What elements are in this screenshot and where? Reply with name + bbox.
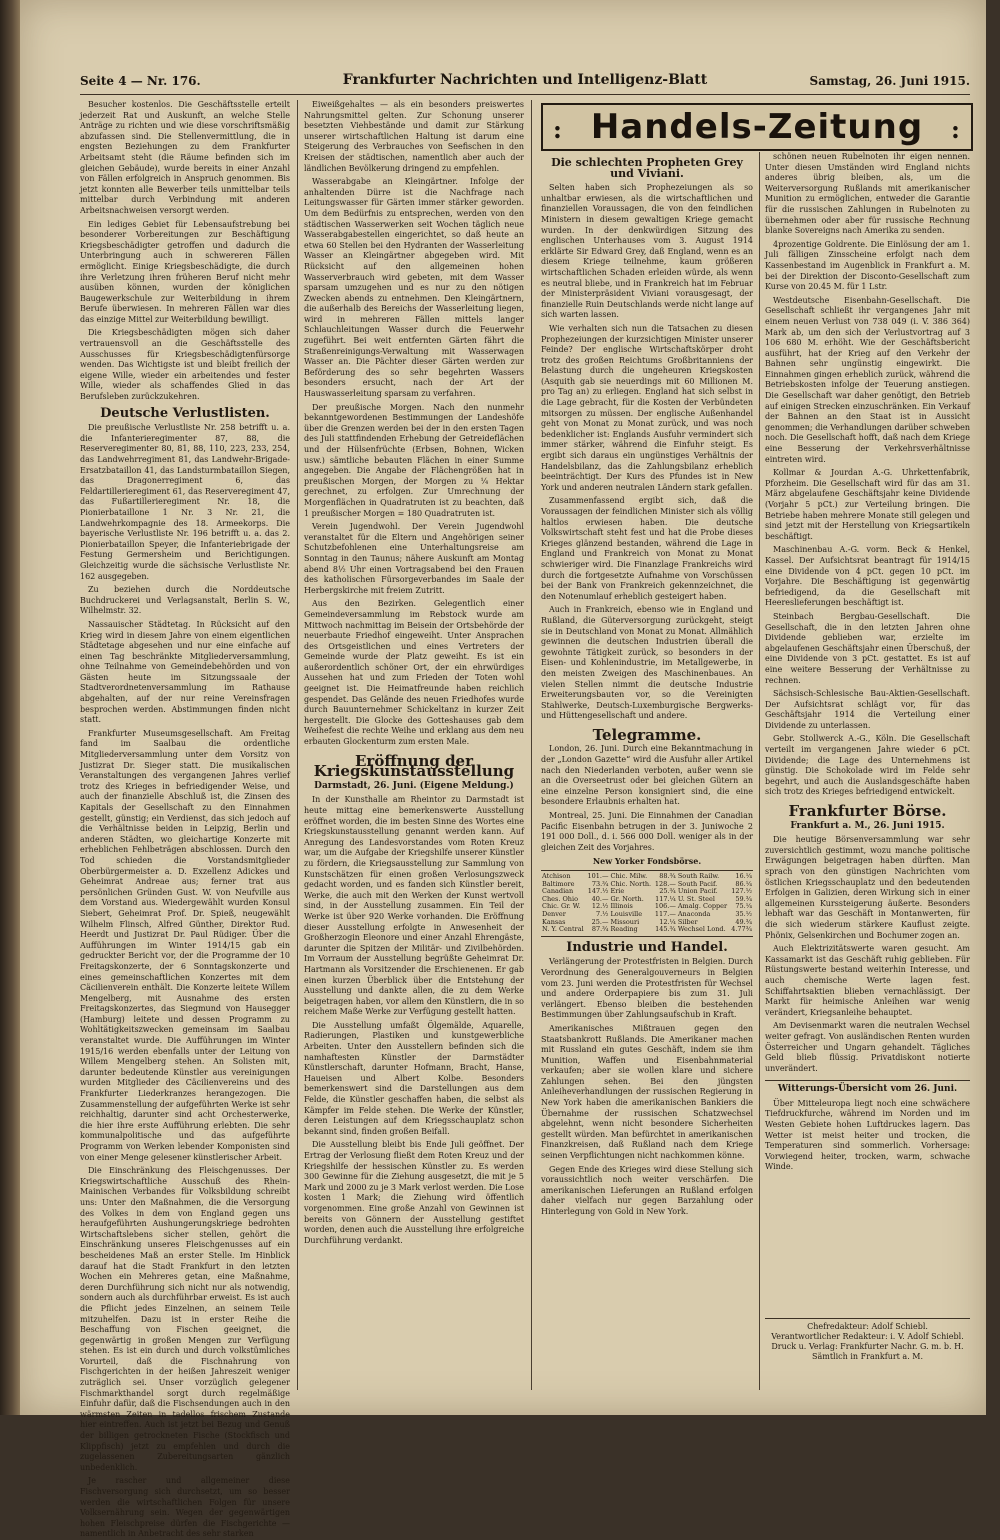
section-title-verlustlisten: Deutsche Verlustlisten.: [100, 405, 270, 421]
newspaper-page: [20, 0, 986, 1539]
col4-s-2: Am Devisenmarkt waren die neutralen Wechsel weiter gefragt. Von ausländischen Renten wurden Österreicher und Ungarn gehandelt. Tägliches Geld blieb flüssig. Privatdiskont notierte unverändert.: [765, 1021, 970, 1073]
bourse-stock-name: Reading: [610, 925, 638, 934]
imprint: [765, 1318, 970, 1362]
dateline-frankfurt: Frankfurt a. M., 26. Juni 1915.: [790, 820, 945, 831]
imprint-line: Verantwortlicher Redakteur: i. V. Adolf Schiebl.: [771, 1332, 964, 1341]
handels-zeitung-masthead: [541, 103, 973, 151]
masthead-ornament-left: :: [553, 115, 562, 144]
col1-intro-0: Besucher kostenlos. Die Geschäftsstelle erteilt jederzeit Rat und Auskunft, an welche Stelle Anträge zu richten und wie diese vorschriftsmäßig abzufassen sind. Die Stellenvermittlung, die in engsten Beziehungen zu dem Frankfurter Arbeitsamt steht (die Räume befinden sich im gleichen Gebäude), wurde bereits in einer Anzahl von Fällen erfolgreich in Anspruch genommen. Bis jetzt konnten alle Bewerber teils unmittelbar teils mittelbar durch Verbindung mit anderen Arbeitsnachweisen versorgt werden.: [80, 100, 290, 215]
section-title-witterung: Witterungs-Übersicht vom 26. Juni.: [765, 1080, 970, 1095]
page-header: [80, 70, 970, 95]
bourse-stock-name: Amalg. Copper: [677, 902, 728, 911]
bourse-stock-name: Erie: [610, 887, 625, 896]
bourse-table-title: New Yorker Fondsbörse.: [592, 856, 702, 867]
bourse-stock-price: 4.77¾: [731, 925, 752, 934]
column-rule: [297, 100, 298, 1390]
col2-para-2: Der preußische Morgen. Nach den nunmehr bekanntgewordenen Bestimmungen der Landeshöfe über die Grenzen werden bei der in den ersten Tagen des Juli stattfindenden Erhebung der Getreideflächen und der Hülsenfrüchte (Erbsen, Bohnen, Wicken usw.) sämtliche bebauten Flächen in einer Summe angegeben. Die Angabe der Flächengrößen hat in preußischen Morgen, der Morgen zu ¼ Hektar gerechnet, zu erfolgen. Zur Umrechnung der Morgenflächen in Quadratruten ist zu beachten, daß 1 preußischer Morgen = 180 Quadratruten ist.: [304, 402, 524, 518]
bourse-stock-price: 117.¼: [655, 894, 676, 903]
column-1: [80, 100, 290, 1539]
column-3: [541, 152, 753, 1390]
bourse-stock-name: South Pacif.: [677, 879, 718, 888]
bourse-stock-name: Chic. Gr. W.: [542, 902, 581, 911]
col1-intro-2: Die Kriegsbeschädigten mögen sich daher vertrauensvoll an die Geschäftsstelle des Ausschusses für Kriegsbeschädigtenfürsorge wenden. Das Wichtigste ist und bleibt freilich der eigene Wille, wieder ein arbeitendes und fester Wille, wieder als schaffendes Glied in das Berufsleben zurückzukehren.: [80, 328, 290, 402]
col4-para-0: schönen neuen Rubelnoten ihr eigen nennen. Unter diesen Umständen wird England nichts anderes übrig bleiben, als, um die Weiterversorgung Rußlands mit amerikanischer Munition zu ermöglichen, entweder die Garantie für die russischen Zahlungen in Rubelnoten zu übernehmen oder aber für russische Rechnung blanke Sovereigns nach Amerika zu senden.: [765, 152, 970, 236]
bourse-stock-name: Atchison: [542, 872, 571, 880]
imprint-line: Sämtlich in Frankfurt a. M.: [811, 1352, 924, 1361]
section-title-propheten: Die schlechten Propheten Grey und Viviani.: [551, 156, 743, 180]
bourse-stock-price: 101.—: [587, 872, 609, 880]
bourse-stock-price: 73.¾: [591, 879, 609, 888]
bourse-stock-name: Ches. Ohio: [542, 894, 578, 903]
column-2: [304, 100, 524, 1390]
bourse-table: [541, 870, 753, 937]
bourse-stock-price: 25.¾: [659, 887, 676, 896]
bourse-stock-price: 127.½: [731, 887, 752, 896]
col4-para-2: Westdeutsche Eisenbahn-Gesellschaft. Die Gesellschaft schließt ihr vergangenes Jahr mit einem neuen Verlust von 738 049 (i. V. 386 364) Mark ab, um den sich der Verlustvortrag auf 3 106 680 M. erhöht. Wie der Geschäftsbericht ausführt, hat der Krieg auf den Verkehr der Bahnen sehr ungünstig eingewirkt. Die Einnahmen gingen erheblich zurück, während die Betriebskosten infolge der Teuerung anstiegen. Die Gesellschaft war daher genötigt, den Betrieb auf einigen Strecken einzuschränken. Ein Verkauf der Bahnen an den Staat ist in Aussicht genommen; die Verhandlungen darüber schweben noch. Die Gesellschaft hofft, daß nach dem Kriege eine Besserung der Verkehrsverhältnisse eintreten wird.: [765, 295, 970, 464]
col2-para-1: Wasserabgabe an Kleingärtner. Infolge der anhaltenden Dürre ist die Nachfrage nach Leitungswasser für Gärten immer stärker geworden. Um dem Bedürfnis zu entsprechen, werden von den städtischen Wasserwerken seit Wochen täglich neue Wasserabgabestellen eingerichtet, so daß heute an etwa 60 Stellen bei den Hydranten der Wasserleitung Wasser an Kleingärtner abgegeben wird. Mit Rücksicht auf den allgemeinen hohen Wasserverbrauch wird gebeten, mit dem Wasser sparsam umzugehen und es nur zu den nötigen Zwecken abends zu entnehmen. Den Kleingärtnern, die außerhalb des Bereichs der Wasserleitung liegen, wird in mehreren Fällen mittels langer Schlauchleitungen Wasser durch die Feuerwehr zugeführt. Bei weit entfernten Gärten fährt die Straßenreinigungs-Verwaltung mit Wasserwagen Wasser an. Die Pächter dieser Gärten werden zur Beförderung des so sehr begehrten Wassers besonders ersucht, nach der Art der Hauswasserleitung sparsam zu verfahren.: [304, 177, 524, 399]
col4-para-5: Steinbach Bergbau-Gesellschaft. Die Gesellschaft, die in den letzten Jahren ohne Dividende geblieben war, erzielte im abgelaufenen Geschäftsjahr einen Überschuß, der eine Dividende von 3 pCt. gestattet. Es ist auf eine weitere Besserung der Verhältnisse zu rechnen.: [765, 611, 970, 685]
bourse-stock-price: 59.¾: [735, 894, 752, 903]
section-title-kriegskunstausstellung: Eröffnung der Kriegskunstausstellung: [313, 751, 515, 781]
bourse-stock-name: Silber: [677, 917, 698, 926]
bourse-stock-name: South Railw.: [677, 872, 720, 880]
bourse-row: [541, 911, 753, 919]
header-left: Seite 4 — Nr. 176.: [80, 74, 201, 88]
bourse-stock-name: Gr. North.: [610, 894, 644, 903]
bourse-stock-name: Chic. Milw.: [610, 872, 648, 880]
bourse-stock-name: Denver: [542, 909, 566, 918]
col4-para-7: Gebr. Stollwerck A.-G., Köln. Die Gesellschaft verteilt im vergangenen Jahre wieder 6 pCt. Dividende; die Lage des Unternehmens ist günstig. Die Schokolade wird im Felde sehr begehrt, und auch die Auslandsgeschäfte haben sich trotz des Krieges befriedigend entwickelt.: [765, 734, 970, 797]
weather-report: Über Mitteleuropa liegt noch eine schwächere Tiefdruckfurche, während im Norden und im Westen Gebiete hohen Luftdruckes lagern. Das Wetter ist meist heiter und trocken, die Temperaturen sind sommerlich. Vorhersage: Vorwiegend heiter, trocken, warm, schwache Winde.: [765, 1098, 970, 1172]
col4-para-1: 4prozentige Goldrente. Die Einlösung der am 1. Juli fälligen Zinsscheine erfolgt nach dem Kassenbestand im Augenblick in Frankfurt a. M. bei der Direktion der Disconto-Gesellschaft zum Kurse von 20.45 M. für 1 Lstr.: [765, 239, 970, 292]
col2-para-0: Eiweißgehaltes — als ein besonders preiswertes Nahrungsmittel gelten. Zur Schonung unserer besetzten Viehbestände und damit zur Stärkung unserer wirtschaftlichen Haltung ist darum eine Steigerung des Verbrauches von Seefischen in den Kreisen der städtischen, namentlich aber auch der ländlichen Bevölkerung dringend zu empfehlen.: [304, 100, 524, 173]
col3-ind-2: Gegen Ende des Krieges wird diese Stellung sich voraussichtlich noch weiter verschärfen. Die amerikanischen Lieferungen an Rußland erfolgen daher vielfach nur gegen Barzahlung oder Hinterlegung von Gold in New York.: [541, 1164, 753, 1216]
col1-intro-1: Ein lediges Gebiet für Lebensaufstrebung bei besonderer Vorbereitungen zur Beschäftigung Kriegsbeschädigter getroffen und dadurch die Unterbringung auch in schwereren Fällen ermöglicht. Einige Kriegsbeschädigte, die durch ihre Verletzung ihren früheren Beruf nicht mehr ausüben können, wurden der königlichen Baugewerkschule zur Weiterbildung in ihrem Berufe überwiesen. In mehreren Fällen war dies das einzige Mittel zur Weiterbildung bewilligt.: [80, 219, 290, 324]
col1-s1-0: Die preußische Verlustliste Nr. 258 betrifft u. a. die Infanterieregimenter 87, 88, die Reserveregimenter 80, 81, 88, 110, 223, 233, 254, das Landwehrregiment 81, das Landwehr-Brigade-Ersatzbataillon 41, das Landsturmbataillon Siegen, das Dragonerregiment 6, das Feldartillerieregiment 61, das Reserveregiment 47, das Fußartillerieregiment Nr. 18, die Pionierbataillone 1 Nr. 3 Nr. 21, die Landwehrkompagnie des 18. Armeekorps. Die bayerische Verlustliste Nr. 196 betrifft u. a. das 2. Pionierbataillon Speyer, die Infanteriebrigade der Festung Germersheim und Berichtigungen. Gleichzeitig wurde die sächsische Verlustliste Nr. 162 ausgegeben.: [80, 423, 290, 581]
header-title: Frankfurter Nachrichten und Intelligenz-Blatt: [342, 72, 708, 88]
column-rule: [759, 152, 760, 1390]
header-date: Samstag, 26. Juni 1915.: [809, 74, 970, 88]
col2-s-2: Die Ausstellung bleibt bis Ende Juli geöffnet. Der Ertrag der Verlosung fließt dem Roten Kreuz und der Kriegshilfe der hessischen Künstler zu. Es werden 300 Gewinne für die Ziehung ausgesetzt, die mit je 5 Mark und 2000 zu je 3 Mark verlost werden. Die Lose kosten 1 Mark; die Ziehung wird öffentlich vorgenommen. Eine große Anzahl von Gewinnen ist bereits von Gönnern der Ausstellung gestiftet worden, denen auch die Ausstellung ihre erfolgreiche Durchführung verdankt.: [304, 1140, 524, 1245]
bourse-stock-name: Louisville: [610, 909, 643, 918]
book-binding: [0, 0, 20, 1415]
bourse-stock-name: Wechsel Lond.: [677, 925, 726, 934]
column-4: [765, 152, 970, 1312]
bourse-stock-name: Kansas: [542, 917, 566, 926]
bourse-stock-price: 106.—: [654, 902, 676, 911]
dateline-darmstadt: Darmstadt, 26. Juni. (Eigene Meldung.): [314, 780, 514, 791]
col3-ind-1: Amerikanisches Mißtrauen gegen den Staatsbankrott Rußlands. Die Amerikaner machen mit Russland ein gutes Geschäft, indem sie ihm Munition, Waffen und Eisenbahnmaterial verkaufen; aber sie wollen klare und sichere Zahlungen sehen. Bei den jüngsten Anleiheverhandlungen der russischen Regierung in New York haben die amerikanischen Bankiers die Übernahme der russischen Schatzwechsel abgelehnt, wenn nicht besondere Sicherheiten gestellt würden. Man befürchtet in amerikanischen Finanzkreisen, daß Rußland nach dem Kriege seinen Verpflichtungen nicht nachkommen könne.: [541, 1023, 753, 1161]
col3-s1-0: Selten haben sich Prophezeiungen als so unhaltbar erwiesen, als die wirtschaftlichen und finanziellen Voraussagen, die von den feindlichen Ministern in diesem gewaltigen Kriege gemacht wurden. In der denkwürdigen Sitzung des englischen Unterhauses vom 3. August 1914 erklärte Sir Edward Grey, daß England, wenn es an diesem Kriege teilnehme, kaum größeren wirtschaftlichen Schaden erleiden würde, als wenn es neutral bliebe, und in Frankreich hat im Februar der Ministerpräsident Viviani vorausgesagt, der finanzielle Ruin Deutschlands werde nicht lange auf sich warten lassen.: [541, 183, 753, 320]
bourse-stock-name: Anaconda: [677, 909, 711, 918]
masthead-title: Handels-Zeitung: [590, 107, 924, 147]
col1-para-1: Frankfurter Museumsgesellschaft. Am Freitag fand im Saalbau die ordentliche Mitgliederversammlung unter dem Vorsitz von Justizrat Dr. Sieger statt. Die musikalischen Veranstaltungen des vergangenen Jahres verlief trotz des Krieges in befriedigender Weise, und auch der finanzielle Abschluß ist, die Zinsen des Kapitals der Gesellschaft zu den Einnahmen gestellt, günstig; ein Verdienst, das sich jedoch auf die Verhältnisse beiden in Leipzig, Berlin und anderen Städten, wo gleichartige Konzerte mit erheblichen Fehlbeträgen abschlossen. Durch den Tod schieden die Vorstandsmitglieder Oberbürgermeister a. D. Exzellenz Adickes und Geheimrat Andreae aus; ferner trat aus persönlichen Gründen Gust. W. von Neufville aus dem Vorstand aus. Wiedergewählt wurden Konsul Siebert, Geheimrat Prof. Dr. Spieß, neugewählt Wilhelm Flinsch, Alfred Günther, Direktor Rud. Heerdt und Justizrat Dr. Paul Rüdiger. Über die Aufführungen im Winter 1914/15 gab ein gedruckter Bericht vor, der die Programme der 10 Freitagskonzerte, der 6 Sonntagskonzerte und eines gemeinschaftlichen Konzertes mit dem Cäcilienverein enthält. Die Konzerte leitete Willem Mengelberg, mit Ausnahme des ersten Freitagskonzertes, das Siegmund von Hausegger (Hamburg) leitete und dessen Programm zu Wohltätigkeitszwecken gemeinsam im Saalbau veranstaltet wurde. Die Aufführungen im Winter 1915/16 werden ebenfalls unter der Leitung von Willem Mengelberg stehen. An Solisten mit, darunter bedeutende Künstler aus vereinigungen wurden Mitglieder des Cäcilienvereins und des Frankfurter Liederkranzes herangezogen. Die Zusammenstellung der aufgeführten Werke ist sehr reichhaltig, darunter sind acht Orchesterwerke, die hier ihre erste Aufführung erlebten. Die sehr kommunalpolitische und das aufgeführte Programm von Werken lebender Komponisten sind von einer Menge gelesener künstlerischer Arbeit.: [80, 728, 290, 1162]
bourse-row: [541, 926, 753, 934]
imprint-line: Chefredakteur: Adolf Schiebl.: [807, 1322, 928, 1331]
column-rule: [531, 100, 532, 1390]
bourse-stock-price: 128.—: [654, 879, 676, 888]
bourse-stock-name: U. St. Steel: [677, 894, 715, 903]
bourse-stock-price: 87.¾: [591, 925, 609, 934]
bourse-stock-price: 12.½: [591, 902, 609, 911]
bourse-stock-price: 117.—: [654, 909, 676, 918]
col3-s1-2: Zusammenfassend ergibt sich, daß die Voraussagen der feindlichen Minister sich als völlig haltlos erwiesen haben. Die deutsche Volkswirtschaft steht fest und hat die Probe dieses Krieges glänzend bestanden, während die Lage in England und Frankreich von Monat zu Monat schwieriger wird. Die Finanzlage Frankreichs wird durch die fortgesetzte Aufnahme von Vorschüssen bei der Bank von Frankreich gekennzeichnet, die den Notenumlauf erheblich gesteigert haben.: [541, 496, 753, 601]
bourse-stock-name: Baltimore: [542, 879, 575, 888]
imprint-line: Druck u. Verlag: Frankfurter Nachr. G. m. b. H.: [771, 1342, 964, 1351]
col4-para-6: Sächsisch-Schlesische Bau-Aktien-Gesellschaft. Der Aufsichtsrat schlägt vor, für das Geschäftsjahr 1914 die Verteilung einer Dividende zu unterlassen.: [765, 689, 970, 730]
bourse-stock-price: 7.½: [595, 909, 609, 918]
col4-para-4: Maschinenbau A.-G. vorm. Beck & Henkel, Kassel. Der Aufsichtsrat beantragt für 1914/15 eine Dividende von 4 pCt. gegen 10 pCt. im Vorjahre. Die Beschäftigung ist gegenwärtig befriedigend, da die Gesellschaft mit Heereslieferungen beschäftigt ist.: [765, 545, 970, 608]
bourse-stock-price: 16.¼: [735, 872, 752, 880]
bourse-stock-price: 147.½: [587, 887, 609, 896]
bourse-row: [541, 903, 753, 911]
bourse-stock-price: 25.—: [591, 917, 609, 926]
col2-para-3: Verein Jugendwohl. Der Verein Jugendwohl veranstaltet für die Eltern und Angehörigen seiner Schutzbefohlenen eine Unterhaltungsreise am Sonntag in den Taunus; nähere Auskunft am Montag abend 8½ Uhr einen Vortragsabend bei den Frauen des katholischen Fürsorgeverbandes im Saale der Herbergskirche mit freiem Zutritt.: [304, 522, 524, 595]
col3-s1-1: Wie verhalten sich nun die Tatsachen zu diesen Prophezeiungen der kurzsichtigen Minister unserer Feinde? Der englische Wirtschaftskörper droht trotz des großen Reichtums Großbritanniens der Belastung durch die ungeheuren Kriegskosten (Asquith gab sie neuerdings mit 60 Millionen M. pro Tag an) zu erliegen. England hat sich selbst in die Lage gebracht, für die Kosten der Verbündeten mitsorgen zu müssen. Der englische Außenhandel geht von Monat zu Monat zurück, und was noch bedenklicher ist: Englands Ausfuhr vermindert sich immer stärker, während die Einfuhr steigt. Es ergibt sich daraus ein ungünstiges Verhältnis der Handelsbilanz, das die Zahlungsbilanz erheblich beeinträchtigt. Der Kurs des Pfundes ist in New York und anderen neutralen Ländern stark gefallen.: [541, 323, 753, 492]
col3-ind-0: Verlängerung der Protestfristen in Belgien. Durch Verordnung des Generalgouverneurs in Belgien vom 23. Juni werden die Protestfristen für Wechsel und andere Orderpapiere bis zum 31. Juli verlängert. Ebenso bleiben die bestehenden Bestimmungen über Zahlungsaufschub in Kraft.: [541, 957, 753, 1020]
section-title-telegramme: Telegramme.: [592, 725, 702, 744]
col3-s1-3: Auch in Frankreich, ebenso wie in England und Rußland, die Güterversorgung zurückgeht, steigt sie in Deutschland von Monat zu Monat. Allmählich gewinnen die deutschen Industrien überall die gewohnte Tätigkeit zurück, so besonders in der Eisen- und Kohlenindustrie, im Metallgewerbe, in den meisten Zweigen des Maschinenbaues. An vielen Stellen nimmt die deutsche Industrie Erweiterungsbauten vor, so die Vereinigten Stahlwerke, Deutsch-Luxemburgische Bergwerks- und Hüttengesellschaft und andere.: [541, 605, 753, 721]
bourse-stock-price: 145.¾: [655, 925, 676, 934]
col2-s-0: In der Kunsthalle am Rheintor zu Darmstadt ist heute mittag eine bemerkenswerte Ausstellung eröffnet worden, die im besten Sinne des Wortes eine Kriegskunstausstellung genannt werden kann. Auf Anregung des Landesvorstandes vom Roten Kreuz war, um die Aufgabe der Kriegshilfe unserer Künstler zu fördern, die Kriegsausstellung zur Sammlung von Kunstschätzen für einen großen Verlosungszweck gedacht worden, und es fanden sich Künstler bereit, Werke, die auch mit den Werken der Kunst wertvoll sind, in der Ausstellung zusammen. Ein Teil der Werke ist über 920 Werke vorhanden. Die Eröffnung dieser Ausstellung erfolgte in Anwesenheit der Großherzogin Eleonore und einer Anzahl Ehrengäste, darunter die Spitzen der Militär- und Zivilbehörden. Im Vorraum der Ausstellung begrüßte Geheimrat Dr. Hartmann als Vorsitzender die Erschienenen. Er gab einen kurzen Überblick über die Entstehung der Ausstellung und dankte allen, die zu dem Werke beigetragen haben, vor allem den Künstlern, die in so reichem Maße Werke zur Verfügung gestellt hatten.: [304, 795, 524, 1017]
bourse-stock-name: Chic. North.: [610, 879, 652, 888]
bourse-stock-price: 12.¼: [659, 917, 676, 926]
bourse-stock-price: 88.¾: [659, 872, 676, 880]
col1-s1-1: Zu beziehen durch die Norddeutsche Buchdruckerei und Verlagsanstalt, Berlin S. W., Wilhelmstr. 32.: [80, 585, 290, 616]
section-title-industrie: Industrie und Handel.: [566, 939, 728, 955]
col2-para-4: Aus den Bezirken. Gelegentlich einer Gemeindeversammlung im Rebstock wurde am Mittwoch nachmittag im Beisein der Ortsbehörde der neuerbaute Friedhof eingeweiht. Unter Ansprachen des Ortsgeistlichen und eines Vertreters der Gemeinde wurde der Platz geweiht. Es ist ein außerordentlich schöner Ort, der ein ehrwürdiges Aussehen hat und zum Frieden der Toten wohl geeignet ist. Die Heimatfreunde haben reichlich gespendet. Das Gelände des neuen Friedhofes wurde durch Bauunternehmer Schickeltanz in kurzer Zeit hergestellt. Die Glocke des Gotteshauses gab dem Weihefest die rechte Weihe und erklang aus dem neu erbauten Glockenturm zum ersten Male.: [304, 599, 524, 747]
col1-para-3: Je rascher und allgemeiner diese Fischversorgung sich durchsetzt, um so besser werden die wirtschaftlichen Folgen für unsere Volksernährung sein. Wegen der gegenwärtigen hohen Fleischpreise dürfen die Fischgerichte — namentlich in Anbetracht des sehr starken: [80, 1476, 290, 1539]
col4-s-0: Die heutige Börsenversammlung war sehr zuversichtlich gestimmt, wozu manche politische Erwägungen beigetragen haben dürften. Man sprach von den günstigen Nachrichten vom östlichen Kriegsschauplatz und den bedeutenden Erfolgen in Galizien, deren Wirkung sich in einer allgemeinen Kurssteigerung äußerte. Besonders lebhaft war das Geschäft in Montanwerten, für die sich wiederum stärkere Kauflust zeigte. Phönix, Gelsenkirchen und Bochumer zogen an.: [765, 835, 970, 940]
col3-tel-0: London, 26. Juni. Durch eine Bekanntmachung in der „London Gazette“ wird die Ausfuhr aller Artikel nach den Niederlanden verboten, außer wenn sie an die Overseetrust oder bei gleichen Gütern an eine einzelne Person konsigniert sind, die eine besondere Erlaubnis erhalten hat.: [541, 744, 753, 807]
section-title-boerse: Frankfurter Börse.: [788, 802, 947, 821]
col1-para-0: Nassauischer Städtetag. In Rücksicht auf den Krieg wird in diesem Jahre von einem eigentlichen Städtetage abgesehen und nur eine einfache auf einen Tag beschränkte Mitgliederversammlung, ohne Teilnahme von Gemeindebehörden und von Gästen heute im Sitzungssaale der Stadtverordnetenversammlung im Rathause abgehalten, auf der nur reine Vereinsfragen besprochen werden. Abstimmungen finden nicht statt.: [80, 619, 290, 725]
bourse-stock-price: 49.¾: [735, 917, 752, 926]
col3-tel-1: Montreal, 25. Juni. Die Einnahmen der Canadian Pacific Eisenbahn betrugen in der 3. Juniwoche 2 191 000 Doll., d. i. 566 000 Doll. weniger als in der gleichen Zeit des Vorjahres.: [541, 811, 753, 852]
bourse-stock-name: Union Pacif.: [677, 887, 718, 896]
bourse-stock-price: 75.¼: [735, 902, 752, 911]
masthead-ornament-right: :: [951, 115, 960, 144]
col4-para-3: Kollmar & Jourdan A.-G. Uhrkettenfabrik, Pforzheim. Die Gesellschaft wird für das am 31. März abgelaufene Geschäftsjahr keine Dividende (Vorjahr 5 pCt.) zur Verteilung bringen. Die Betriebe haben mehrere Monate still gelegen und sind jetzt mit der Herstellung von Kriegsartikeln beschäftigt.: [765, 468, 970, 541]
col4-s-1: Auch Elektrizitätswerte waren gesucht. Am Kassamarkt ist das Geschäft ruhig geblieben. Für Rüstungswerte bestand weiterhin Interesse, und auch chemische Werte lagen fest. Schiffahrtsaktien blieben vernachlässigt. Der Markt für heimische Anleihen war wenig verändert, Kriegsanleihe behauptet.: [765, 944, 970, 1017]
bourse-stock-name: N. Y. Central: [542, 925, 584, 934]
bourse-stock-name: Canadian: [542, 887, 574, 896]
col1-para-2: Die Einschränkung des Fleischgenusses. Der Kriegswirtschaftliche Ausschuß des Rhein-Mainischen Verbandes für Volksbildung schreibt uns: Unter den Maßnahmen, die die Versorgung des Volkes in dem von England gegen uns heraufgeführten Aushungerungskriege bedrohten Wirtschaftslebens sicher stellen, gehört die Einschränkung unseres Fleischgenusses auf ein bescheidenes Maß an erster Stelle. Im Hinblick darauf hat die Stadt Frankfurt in den letzten Wochen ein Mehreres getan, eine Maßnahme, deren Durchführung sich nicht nur als notwendig, sondern auch als durchführbar erweist. Es ist auch die Pflicht jedes Einzelnen, an seinem Teile mitzuhelfen. Dazu ist in erster Reihe die Beschaffung von Fischen geeignet, die gegenwärtig in großen Mengen zur Verfügung stehen. Es ist ein durch und durch volkstümliches Vorurteil, daß die Fischnahrung von Fischgerichten in der heißen Jahreszeit weniger zuträglich sei. Unser vorzüglich gelegener Fischmarkthandel sorgt durch regelmäßige Einfuhr dafür, daß die Fischsendungen auch in den wärmsten Zeiten in tadellos frischem Zustande hier eintreffen. Auch ist jetzt bei Bezug und Genuß der billigen getrockneten Fische (Stockfisch und Klippfisch) jetzt zu empfehlen und durch die zugelassenen Zubereitungsarten gänzlich unbedenklich.: [80, 1166, 290, 1472]
bourse-stock-price: 86.¼: [735, 879, 752, 888]
bourse-stock-price: 35.½: [735, 909, 752, 918]
col2-s-1: Die Ausstellung umfaßt Ölgemälde, Aquarelle, Radierungen, Plastiken und kunstgewerbliche Arbeiten. Unter den Ausstellern befinden sich die namhaftesten Künstler der Darmstädter Künstlerschaft, darunter Hofmann, Bracht, Hanse, Haueisen und Albert Kolbe. Besonders bemerkenswert sind die Darstellungen aus dem Felde, die Künstler geschaffen haben, die selbst als Kämpfer im Felde stehen. Die Werke der Künstler, deren Leistungen auf dem Kriegsschauplatz schon bekannt sind, finden großen Beifall.: [304, 1020, 524, 1136]
bourse-stock-price: 40.—: [591, 894, 609, 903]
bourse-stock-name: Illinois: [610, 902, 633, 911]
bourse-stock-name: Missouri: [610, 917, 640, 926]
